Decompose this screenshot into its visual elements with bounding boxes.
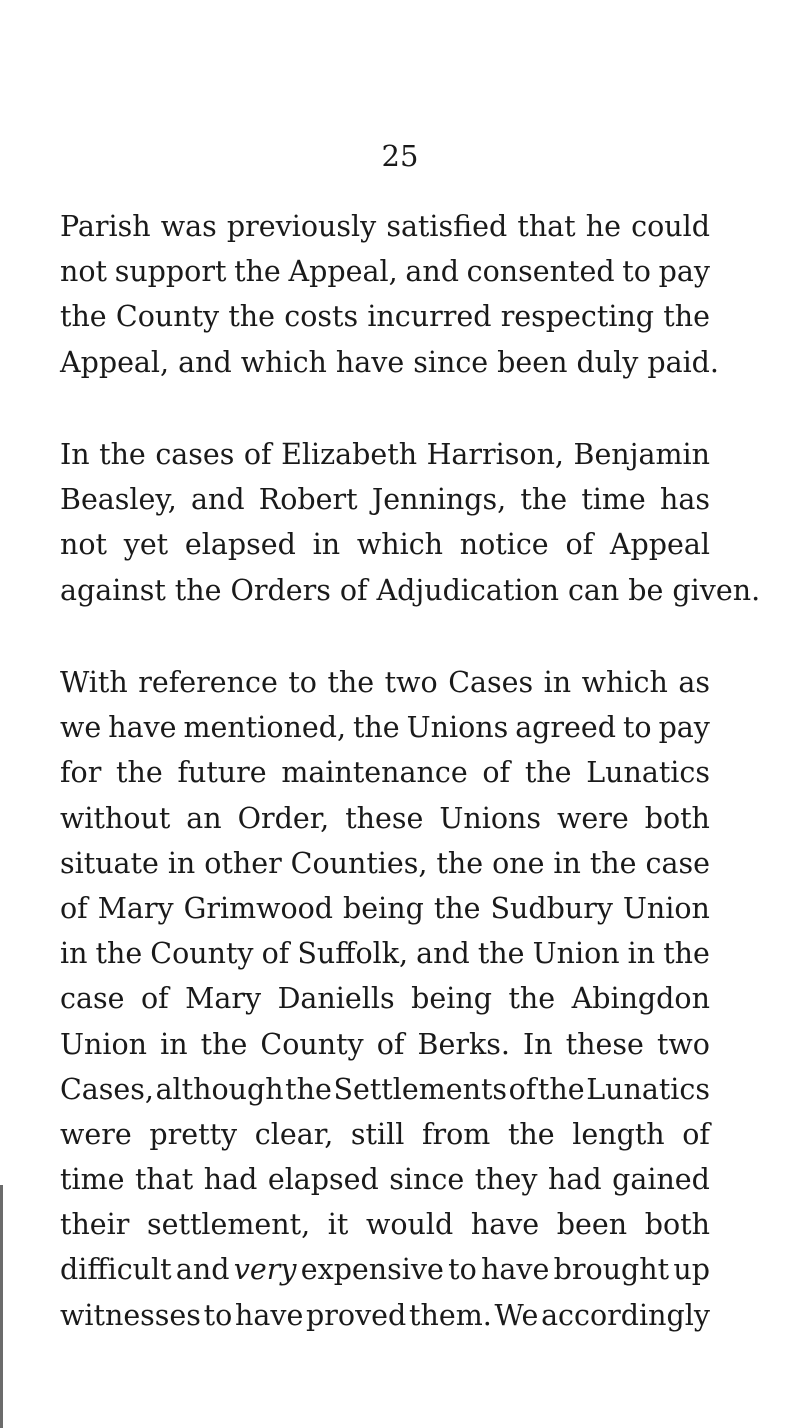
- text-line: time that had elapsed since they had gained: [60, 1163, 710, 1197]
- text-line: were pretty clear, still from the length of: [60, 1117, 710, 1151]
- text-line: Union in the County of Berks. In these two: [60, 1027, 710, 1061]
- text-line: Beasley, and Robert Jennings, the time has: [60, 483, 710, 517]
- text-line: With reference to the two Cases in which as: [60, 666, 710, 699]
- text-line: difficult and very expensive to have brought up: [60, 1253, 710, 1287]
- text-line: of Mary Grimwood being the Sudbury Union: [60, 891, 710, 925]
- text-line: case of Mary Daniells being the Abingdon: [60, 982, 710, 1016]
- text-line: not support the Appeal, and consented to pay: [60, 255, 710, 289]
- text-line: Parish was previously satisfied that he could: [60, 210, 710, 243]
- paragraph-1: [60, 207, 719, 388]
- text-line: In the cases of Elizabeth Harrison, Benjamin: [60, 438, 710, 471]
- text-line: for the future maintenance of the Lunatics: [60, 756, 710, 790]
- text-line: situate in other Counties, the one in the case: [60, 846, 710, 880]
- text-line: the County the costs incurred respecting the: [60, 300, 710, 334]
- text-line: witnesses to have proved them. We accordingly: [60, 1298, 710, 1332]
- text-line: we have mentioned, the Unions agreed to pay: [60, 711, 710, 745]
- text-line: against the Orders of Adjudication can be given.: [60, 573, 761, 607]
- paragraph-3: [60, 663, 710, 1341]
- page-edge-shadow: [0, 1185, 3, 1428]
- text-line: without an Order, these Unions were both: [60, 801, 710, 835]
- text-line: their settlement, it would have been both: [60, 1208, 710, 1242]
- text-line: Cases, although the Settlements of the Lunatics: [60, 1072, 710, 1106]
- page-number: 25: [381, 139, 419, 173]
- paragraph-2: [60, 435, 761, 616]
- text-line: in the County of Suffolk, and the Union in the: [60, 937, 710, 971]
- text-line: Appeal, and which have since been duly paid.: [60, 345, 719, 379]
- text-line: not yet elapsed in which notice of Appeal: [60, 528, 710, 562]
